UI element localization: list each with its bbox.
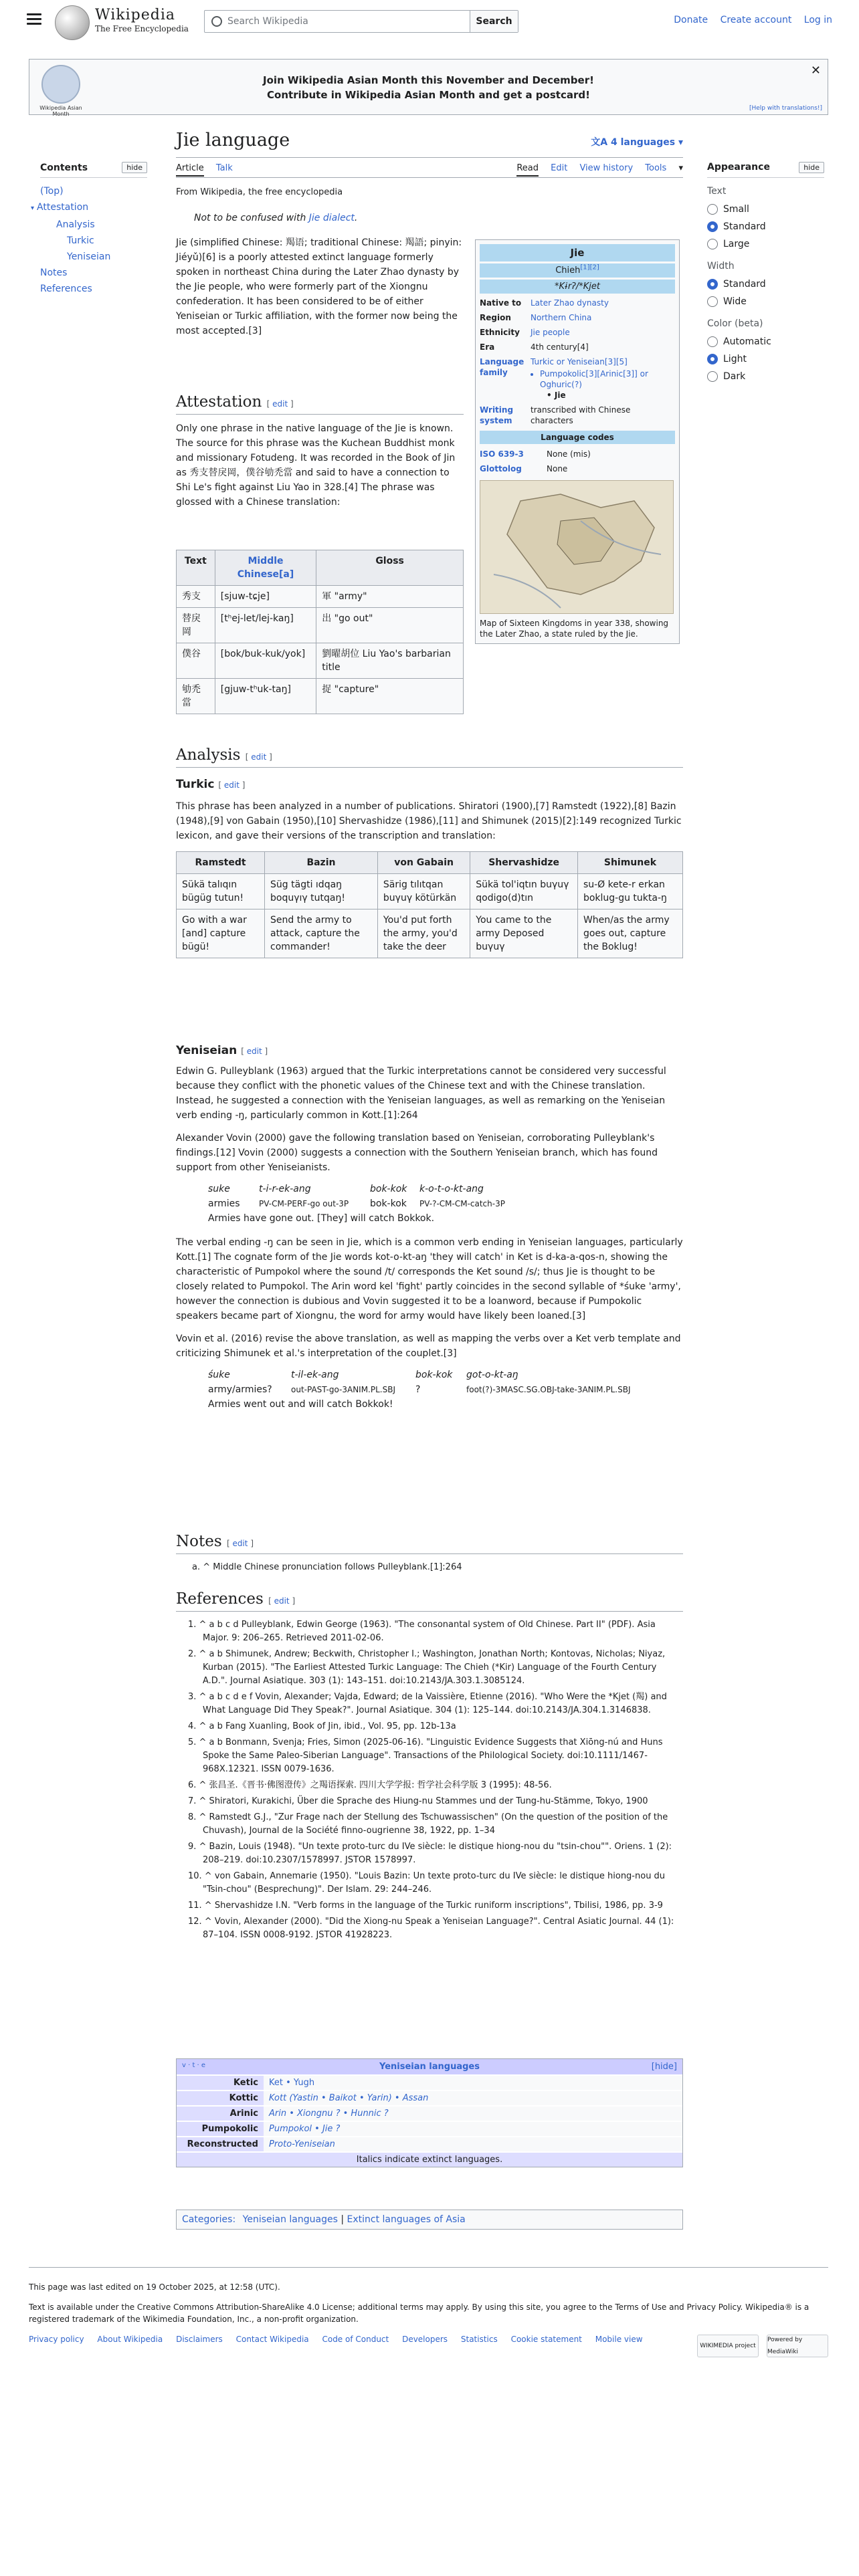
asian-month-logo-text: Wikipedia Asian Month <box>39 105 82 117</box>
search-input[interactable] <box>205 11 470 32</box>
lead-paragraph: Jie (simplified Chinese: 羯语; traditional Chinese: 羯語; pinyin: Jiéyǔ)[6] is a poorly attested extinct language formerly spoken in northeast China during the Later Zhao dynasty by the Jie people, who were formerly part of the Xiongnu confederation. It has been considered to be of either Yeniseian or Turkic affiliation, with the former now being the most accepted.[3] <box>176 237 462 336</box>
yeniseian-paragraph-2: Alexander Vovin (2000) gave the following translation based on Yeniseian, corroborating Pulleyblank's findings.[12] Vovin (2000) suggests a connection with the Southern Yeniseian branch, which has found support from other Yeniseianists. <box>176 1133 658 1173</box>
yeniseian-paragraph-1: Edwin G. Pulleyblank (1963) argued that the Turkic interpretations cannot be considered very successful because they conflict with the phonetic values of the Chinese text and with the Chinese translation. Instead, he suggested a connection with the Yeniseian languages, as well as remarking on the Yeniseian verb ending -ŋ, particularly common in Kott.[1]:264 <box>176 1066 666 1121</box>
attestation-table <box>176 550 464 714</box>
footer-link[interactable]: Cookie statement <box>510 2335 582 2344</box>
table-of-contents <box>31 162 147 297</box>
color-dark-radio[interactable]: Dark <box>707 368 824 385</box>
site-header <box>0 0 859 43</box>
tab-edit[interactable]: Edit <box>551 163 568 173</box>
note-item: a. ^ Middle Chinese pronunciation follows Pulleyblank.[1]:264 <box>192 1562 462 1572</box>
category-link[interactable]: Yeniseian languages <box>242 2214 338 2225</box>
text-small-radio[interactable]: Small <box>707 201 824 218</box>
infobox-row: Native to Later Zhao dynasty <box>480 298 609 308</box>
reference-item: 11. ^ Shervashidze I.N. "Verb forms in the language of the Turkic runiform inscriptions", Tbilisi, 1986, pp. 3-9 <box>188 1901 663 1911</box>
page-footer <box>29 2267 828 2355</box>
table-header: Shimunek <box>577 852 682 874</box>
navbox-vte-links[interactable]: v · t · e <box>182 2062 206 2069</box>
mediawiki-badge[interactable]: Powered by MediaWiki <box>767 2335 828 2357</box>
translate-icon: 文A <box>591 137 611 148</box>
toc-hide-button[interactable]: hide <box>122 162 147 173</box>
attestation-table-wrap <box>176 550 464 714</box>
navbox-row: Pumpokolic Pumpokol • Jie ? <box>177 2121 682 2136</box>
turkic-edit-link[interactable]: edit <box>223 780 240 790</box>
references-edit-link[interactable]: edit <box>274 1596 290 1606</box>
table-row: 秀支 [sjuw-tɕje] 軍 "army" <box>177 586 464 608</box>
tab-article[interactable]: Article <box>176 163 204 177</box>
navbox-row: Kottic Kott (Yastin • Baikot • Yarin) • Assan <box>177 2090 682 2105</box>
infobox-title: Jie <box>480 244 675 261</box>
tab-history[interactable]: View history <box>579 163 634 173</box>
footer-link[interactable]: Statistics <box>460 2335 498 2344</box>
color-light-radio[interactable]: Light <box>707 350 824 368</box>
toc-item-attestation[interactable]: ▾ Attestation <box>31 202 89 213</box>
last-edited: This page was last edited on 19 October 2025, at 12:58 (UTC). <box>29 2282 280 2292</box>
notes-edit-link[interactable]: edit <box>232 1539 248 1548</box>
reference-item: 5. ^ a b Bonmann, Svenja; Fries, Simon (2025-06-16). "Linguistic Evidence Suggests that Xiōng-nú and Huns Spoke the Same Paleo-Siberian Language". Transactions of the Philological Society. doi:10.1111/1467-968X.12321. ISSN 0079-1636. <box>188 1737 663 1774</box>
infobox-row: Era 4th century[4] <box>480 342 589 352</box>
table-header: Bazin <box>265 852 378 874</box>
table-row: 替戾岡 [tʰej-let/lej-kaŋ] 出 "go out" <box>177 608 464 643</box>
page-title: Jie language <box>176 130 290 150</box>
search-icon <box>211 16 222 27</box>
footer-link[interactable]: Privacy policy <box>29 2335 84 2344</box>
hatnote: Not to be confused with Jie dialect. <box>194 213 358 223</box>
text-standard-radio[interactable]: Standard <box>707 218 824 235</box>
tab-tools[interactable]: Tools ▾ <box>645 163 683 173</box>
create-account-link[interactable]: Create account <box>720 15 792 25</box>
navbox-row: Reconstructed Proto-Yeniseian <box>177 2136 682 2151</box>
text-large-radio[interactable]: Large <box>707 235 824 253</box>
reference-item: 3. ^ a b c d e f Vovin, Alexander; Vajda, Edward; de la Vaissière, Etienne (2016). "Who Were the *Kjet (羯) and What Language Did They Speak?". Journal Asiatique. 304 (1): 125–144. doi:10.2143/JA.304.1.3146838. <box>188 1692 667 1715</box>
width-wide-radio[interactable]: Wide <box>707 293 824 310</box>
footer-link[interactable]: Code of Conduct <box>322 2335 389 2344</box>
yeniseian-edit-link[interactable]: edit <box>246 1047 262 1056</box>
family-item-jie: Jie <box>554 391 566 400</box>
navbox-row: Arinic Arin • Xiongnu ? • Hunnic ? <box>177 2105 682 2121</box>
color-automatic-radio[interactable]: Automatic <box>707 333 824 350</box>
toc-item-analysis[interactable]: Analysis <box>56 219 95 230</box>
search-placeholder: Search Wikipedia <box>227 16 308 27</box>
navbox-hide-button[interactable]: [hide] <box>651 2062 677 2072</box>
footer-link[interactable]: Disclaimers <box>176 2335 223 2344</box>
table-row: 劬禿當 [gjuw-tʰuk-taŋ] 捉 "capture" <box>177 679 464 714</box>
table-header: Middle Chinese[a] <box>215 550 316 586</box>
yeniseian-paragraph-3: The verbal ending -ŋ can be seen in Jie, which is a common verb ending in Yeniseian languages, particularly Kott.[1] The cognate form of the Jie words kot-o-kt-aŋ 'they will catch' in Ket is d-ka-a-qos-n, showing the characteristic of Pumpokol where the sound /t/ corresponds the Ket sound /s/; thus Jie is thought to be closely related to Pumpokol. The Arin word kel 'fight' partly coincides in the second syllable of *śuke 'army', however the connection is dubious and Vovin suggested it to be a loanword, because if Pumpokolic speakers became part of Xiongnu, the word for army would have likely been loaned.[3] <box>176 1237 683 1321</box>
personal-links <box>664 15 832 25</box>
page-title-bar <box>176 130 683 158</box>
yeniseian-heading: Yeniseian [ edit ] <box>176 1044 268 1057</box>
translation-help-link[interactable]: [Help with translations!] <box>749 105 822 112</box>
yeniseian-paragraph-4: Vovin et al. (2016) revise the above translation, as well as mapping the verbs over a Ket verb template and criticizing Shimunek et al.'s interpretation of the couplet.[3] <box>176 1333 681 1359</box>
from-wikipedia: From Wikipedia, the free encyclopedia <box>176 187 343 197</box>
chevron-down-icon[interactable]: ▾ <box>31 205 35 212</box>
reference-item: 6. ^ 张昌圣.《晋书·佛图澄传》之羯语探索. 四川大学学报: 哲学社会科学版 3 (1995): 48-56. <box>188 1780 552 1790</box>
notes-heading: Notes [ edit ] <box>176 1534 683 1554</box>
toc-item-references[interactable]: References <box>40 284 92 294</box>
wikipedia-wordmark[interactable]: Wikipedia <box>95 7 175 23</box>
infobox-reconstruction: *Kɨrʔ/*Kjet <box>480 280 675 294</box>
categories-label[interactable]: Categories: <box>182 2214 236 2225</box>
footer-link[interactable]: Contact Wikipedia <box>235 2335 309 2344</box>
references-heading: References [ edit ] <box>176 1592 683 1612</box>
infobox-native-name: Chieh[1][2] <box>480 263 675 278</box>
navbox-title[interactable]: Yeniseian languages <box>379 2062 480 2072</box>
appearance-panel <box>707 162 824 385</box>
table-header: Shervashidze <box>470 852 578 874</box>
tab-read[interactable]: Read <box>516 163 539 177</box>
infobox-row: Language family Turkic or Yeniseian[3][5] • Pumpokolic[3][Arinic[3]] or Oghuric(?) • Jie <box>480 354 675 403</box>
toc-item-yeniseian[interactable]: Yeniseian <box>67 251 111 262</box>
page-tabs <box>176 163 683 178</box>
sixteen-kingdoms-map[interactable] <box>480 480 674 614</box>
text-size-label: Text <box>707 186 727 197</box>
main-menu-icon[interactable] <box>27 13 41 25</box>
close-icon[interactable]: ✕ <box>810 64 821 78</box>
languages-button[interactable]: 文A 4 languages ▾ <box>591 137 683 148</box>
toc-item-turkic[interactable]: Turkic <box>67 235 94 246</box>
appearance-title: Appearance <box>707 162 770 173</box>
map-image <box>480 481 674 615</box>
table-header: Text <box>177 550 215 586</box>
references-list <box>176 1618 683 1942</box>
attestation-heading: Attestation [ edit ] <box>176 395 464 415</box>
login-link[interactable]: Log in <box>803 15 832 25</box>
attestation-edit-link[interactable]: edit <box>272 399 288 409</box>
wikimedia-badge[interactable]: WIKIMEDIA project <box>697 2335 759 2357</box>
infobox-row: Region Northern China <box>480 313 592 322</box>
footer-link[interactable]: Mobile view <box>595 2335 643 2344</box>
toc-item-notes[interactable]: Notes <box>40 267 68 278</box>
license-text: Text is available under the Creative Commons Attribution-ShareAlike 4.0 License; additional terms may apply. By using this site, you agree to the Terms of Use and Privacy Policy. Wikipedia® is a registered trademark of the Wikimedia Foundation, Inc., a non-profit organization. <box>29 2302 809 2324</box>
toc-title: Contents <box>40 162 88 173</box>
language-codes-header: Language codes <box>480 431 675 444</box>
map-caption: Map of Sixteen Kingdoms in year 338, showing the Later Zhao, a state ruled by the Jie. <box>480 619 669 639</box>
gloss-block-1: suke t-i-r-ek-ang bok-kok k-o-t-o-kt-ang armies PV-CM-PERF-go out-3P bok-kok PV-?-CM-CM-catch-3P Armies have gone out. [They] will catch Bokkok. <box>208 1184 505 1224</box>
reference-item: 4. ^ a b Fang Xuanling, Book of Jin, ibid., Vol. 95, pp. 12b-13a <box>188 1721 456 1731</box>
category-link[interactable]: Extinct languages of Asia <box>347 2214 466 2225</box>
infobox-row: Ethnicity Jie people <box>480 328 570 337</box>
banner-line-2[interactable]: Contribute in Wikipedia Asian Month and get a postcard! <box>267 89 590 101</box>
analysis-section <box>176 748 683 958</box>
infobox <box>475 239 680 644</box>
gloss-block-2: śuke t-il-ek-ang bok-kok got-o-kt-aŋ army/armies? out-PAST-go-3ANIM.PL.SBJ ? foot(?)-3MASC.SG.OBJ-take-3ANIM.PL.SBJ Armies went out and will catch Bokkok! <box>208 1370 631 1410</box>
wikipedia-globe-icon[interactable] <box>55 5 90 40</box>
banner-line-1[interactable]: Join Wikipedia Asian Month this November and December! <box>263 74 594 86</box>
categories-box: Categories: Yeniseian languages | Extinct languages of Asia <box>176 2210 683 2230</box>
donate-link[interactable]: Donate <box>674 15 708 25</box>
reference-item: 8. ^ Ramstedt G.J., "Zur Frage nach der Stellung des Tschuwassischen" (On the question of the position of the Chuvash), Journal de la Société finno-ougrienne 38, 1922, pp. 1–34 <box>188 1812 668 1836</box>
width-label: Width <box>707 261 735 272</box>
analysis-edit-link[interactable]: edit <box>251 752 267 762</box>
attestation-paragraph: Only one phrase in the native language of the Jie is known. The source for this phrase was the Kuchean Buddhist monk and missionary Fotudeng. It was recorded in the Book of Jin as 秀支替戾岡，僕谷劬禿當 and said to have a connection to Shi Le's fight against Liu Yao in 328.[4] The phrase was glossed with a Chinese translation: <box>176 423 456 508</box>
analysis-heading: Analysis [ edit ] <box>176 748 683 768</box>
wikipedia-tagline: The Free Encyclopedia <box>95 24 189 33</box>
search-box <box>204 10 518 33</box>
reference-item: 12. ^ Vovin, Alexander (2000). "Did the Xiong-nu Speak a Yeniseian Language?". Central Asiatic Journal. 44 (1): 87–104. ISSN 0008-9192. JSTOR 41928223. <box>188 1917 674 1940</box>
table-header: Ramstedt <box>177 852 265 874</box>
width-standard-radio[interactable]: Standard <box>707 276 824 293</box>
navbox-row: Ketic Ket • Yugh <box>177 2074 682 2090</box>
family-item[interactable]: • Pumpokolic[3][Arinic[3]] or Oghuric(?) <box>540 368 675 390</box>
reference-item: 7. ^ Shiratori, Kurakichi, Über die Sprache des Hiung-nu Stammes und der Tung-hu-Stämme, Tokyo, 1900 <box>188 1796 648 1806</box>
table-header: Gloss <box>316 550 464 586</box>
hatnote-link[interactable]: Jie dialect <box>308 213 355 223</box>
table-row: Sükä talıqın bügüg tutun! Süg tägti ıdqaŋ boquγıγ tutqaŋ! Särig tılıtqan buγuγ kötürkän Sükä tol'iqtın buγuγ qodigo(d)tın su-Ø kete-r erkan boklug-gu tukta-ŋ <box>177 874 683 909</box>
toc-item-top[interactable]: (Top) <box>40 186 64 197</box>
yeniseian-section <box>176 1043 683 1412</box>
attestation-section <box>176 395 464 510</box>
tab-talk[interactable]: Talk <box>215 163 233 173</box>
footer-link[interactable]: Developers <box>402 2335 448 2344</box>
table-header: von Gabain <box>377 852 470 874</box>
table-row: 僕谷 [bok/buk-kuk/yok] 劉曜胡位 Liu Yao's barbarian title <box>177 643 464 679</box>
references-section <box>176 1592 683 1945</box>
table-row: Go with a war [and] capture bügü! Send the army to attack, capture the commander! You'd put forth the army, you'd take the deer You came to the army Deposed buγuγ When/as the army goes out, capture the Boklug! <box>177 909 683 958</box>
reference-item: 1. ^ a b c d Pulleyblank, Edwin George (1963). "The consonantal system of Old Chinese. Part II" (PDF). Asia Major. 9: 206–265. Retrieved 2011-02-06. <box>188 1620 656 1643</box>
navbox-footer: Italics indicate extinct languages. <box>177 2151 682 2167</box>
color-label: Color (beta) <box>707 318 763 329</box>
reference-item: 9. ^ Bazin, Louis (1948). "Un texte proto-turc du IVe siècle: le distique hiong-nou du "tsin-chou"". Oriens. 1 (2): 208–219. doi:10.2307/1578997. JSTOR 1578997. <box>188 1842 672 1865</box>
turkic-table <box>176 851 683 958</box>
notes-section <box>176 1534 683 1574</box>
campaign-banner <box>29 59 828 115</box>
turkic-paragraph: This phrase has been analyzed in a number of publications. Shiratori (1900),[7] Ramstedt (1922),[8] Bazin (1948),[9] von Gabain (1950),[10] Shervashidze (1986),[11] and Shimunek (2015)[2]:149 recognized Turkic lexicon, and gave their versions of the transcription and translation: <box>176 801 682 841</box>
infobox-row: ISO 639-3 None (mis) <box>480 449 591 459</box>
infobox-row: Writing system transcribed with Chinese characters <box>480 405 631 425</box>
infobox-row: Glottolog None <box>480 464 568 473</box>
appearance-hide-button[interactable]: hide <box>799 162 824 173</box>
search-button[interactable]: Search <box>470 11 518 32</box>
reference-item: 2. ^ a b Shimunek, Andrew; Beckwith, Christopher I.; Washington, Jonathan North; Kontovas, Nicholas; Niyaz, Kurban (2015). "The Earliest Attested Turkic Language: The Chieh (*Kir) Language of the Fourth Century A.D.". Journal Asiatique. 303 (1): 143–151. doi:10.2143/JA.303.1.3085124. <box>188 1649 666 1686</box>
footer-link[interactable]: About Wikipedia <box>97 2335 163 2344</box>
reference-item: 10. ^ von Gabain, Annemarie (1950). "Louis Bazin: Un texte proto-turc du IVe siècle: le distique hiong-nou du "Tsin-chou" (Besprechung)". Der Islam. 29: 244–246. <box>188 1871 666 1895</box>
yeniseian-navbox <box>176 2058 683 2167</box>
turkic-heading: Turkic [ edit ] <box>176 778 246 791</box>
